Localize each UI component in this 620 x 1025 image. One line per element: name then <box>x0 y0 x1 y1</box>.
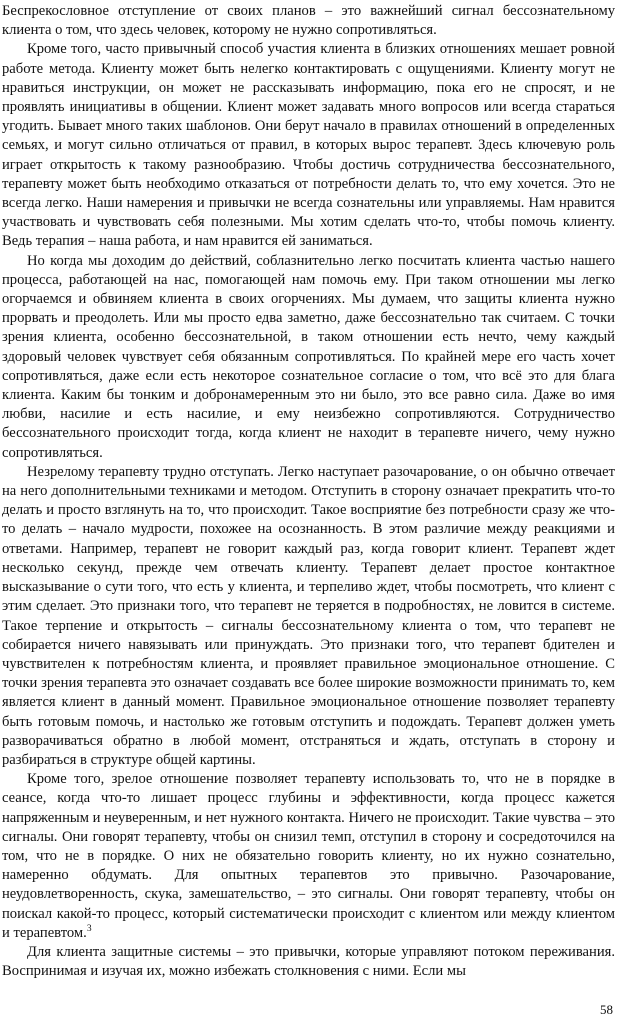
page-number: 58 <box>600 1002 613 1017</box>
paragraph-3: Но когда мы доходим до действий, соблазнительно легко посчитать клиента частью нашего процесса, работающей на нас, помогающей нам помочь ему. При таком отношении мы легко огорчаемся и обвиняем клиента в своих огорчениях. Мы думаем, что защиты клиента нужно прорвать и преодолеть. Или мы просто едва заметно, даже бессознательно так считаем. С точки зрения клиента, особенно бессознательной, в таком отношении есть нечто, чему каждый здоровый человек чувствует себя обязанным сопротивляться. По крайней мере его часть хочет сопротивляться, даже если есть некоторое сознательное согласие о том, что всё это для блага клиента. Каким бы тонким и добронамеренным это ни было, это все равно сила. Даже во имя любви, насилие и есть насилие, и ему неизбежно сопротивляются. Сотрудничество бессознательного происходит тогда, когда клиент не находит в терапевте ничего, чему нужно сопротивляться. <box>2 252 615 461</box>
footnote-reference[interactable]: 3 <box>86 923 92 934</box>
paragraph-1: Беспрекословное отступление от своих планов – это важнейший сигнал бессознательному клиента о том, что здесь человек, которому не нужно сопротивляться. <box>2 3 615 39</box>
paragraph-5-text: Кроме того, зрелое отношение позволяет терапевту использовать то, что не в порядке в сеансе, когда что-то лишает процесс глубины и эффективности, когда процесс кажется напряженным и неуверенным, и нет нужного контакта. Ничего не происходит. Такие чувства – это сигналы. Они говорят терапевту, чтобы он снизил темп, отступил в сторону и сосредоточился на том, что не в порядке. О них не обязательно говорить клиенту, но их нужно сознательно, намеренно обдумать. Для опытных терапевтов это привычно. Разочарование, неудовлетворенность, скука, замешательство, – это сигналы. Они говорят терапевту, чтобы он поискал какой-то процесс, который систематически происходит с клиентом или между клиентом и терапевтом. <box>2 771 615 941</box>
paragraph-4: Незрелому терапевту трудно отступать. Легко наступает разочарование, о он обычно отвечает на него дополнительными техниками и методом. Отступить в сторону означает прекратить что-то делать и просто взглянуть на то, что происходит. Такое восприятие без потребности сразу же что-то делать – начало мудрости, похожее на осознанность. В этом различие между реакциями и ответами. Например, терапевт не говорит каждый раз, когда говорит клиент. Терапевт ждет несколько секунд, прежде чем отвечать клиенту. Терапевт делает простое контактное высказывание о сути того, что есть у клиента, и терпеливо ждет, чтобы посмотреть, что клиент с этим сделает. Это признаки того, что терапевт не теряется в подробностях, не ловится в системе. Такое терпение и открытость – сигналы бессознательному клиента о том, что терапевт не собирается ничего навязывать или принуждать. Это признаки того, что терапевт бдителен и чувствителен к потребностям клиента, и проявляет правильное эмоциональное отношение. С точки зрения терапевта это означает создавать все более широкие возможности принимать то, кем является клиент в данный момент. Правильное эмоциональное отношение позволяет терапевту быть готовым помочь, и настолько же готовым отступить и подождать. Терапевт должен уметь разворачиваться обратно в любой момент, отстраняться и ждать, отступать в сторону и разбираться в структуре общей картины. <box>2 463 615 768</box>
paragraph-2: Кроме того, часто привычный способ участия клиента в близких отношениях мешает ровной работе метода. Клиенту может быть нелегко контактировать с ощущениями. Клиенту могут не нравиться инструкции, он может не рассказывать информацию, пока его не спросят, и не проявлять инициативы в общении. Клиент может задавать много вопросов или всегда стараться угодить. Бывает много таких шаблонов. Они берут начало в правилах отношений в определенных семьях, и могут сильно отличаться от правил, в которых вырос терапевт. Здесь ключевую роль играет открытость к такому разнообразию. Чтобы достичь сотрудничества бессознательного, терапевту может быть необходимо отказаться от потребности делать то, что ему хочется. Это не всегда легко. Наши намерения и привычки не всегда сознательны или управляемы. Нам нравится участвовать и чувствовать себя полезными. Мы хотим сделать что-то, чтобы помочь клиенту. Ведь терапия – наша работа, и нам нравится ей заниматься. <box>2 41 615 250</box>
paragraph-5 <box>2 770 615 943</box>
paragraph-6: Для клиента защитные системы – это привычки, которые управляют потоком переживания. Воспринимая и изучая их, можно избежать столкновения с ними. Если мы <box>2 943 615 980</box>
